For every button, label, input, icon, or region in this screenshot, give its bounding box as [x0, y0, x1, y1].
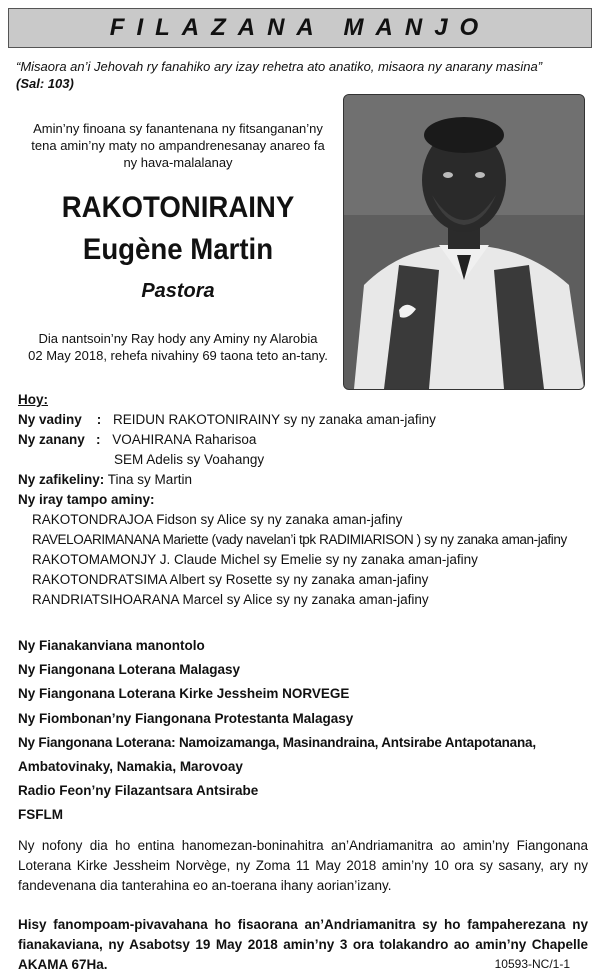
- header-banner: [8, 8, 592, 48]
- portrait-illustration: [344, 95, 584, 389]
- portrait-photo: [343, 94, 585, 390]
- organization-item: Ny Fianakanviana manontolo: [18, 638, 205, 653]
- organization-item: FSFLM: [18, 807, 63, 823]
- children-value: SEM Adelis sy Voahangy: [114, 452, 265, 467]
- intro-text: [18, 120, 338, 171]
- deceased-given-name: Eugène Martin: [82, 233, 274, 266]
- intro-line: Amin’ny finoana sy fanantenana ny fitsanganan’ny: [33, 121, 323, 136]
- organization-item: Ny Fiangonana Loterana: Namoizamanga, Masinandraina, Antsirabe Antapotanana,: [18, 734, 536, 750]
- organization-item: Ny Fiombonan’ny Fiangonana Protestanta Malagasy: [18, 710, 354, 726]
- children-row: [18, 430, 593, 450]
- sibling-item: RANDRIATSIHOARANA Marcel sy Alice sy ny zanaka aman-jafiny: [32, 592, 429, 607]
- deceased-role: Pastora: [141, 280, 215, 302]
- organization-item: Radio Feon’ny Filazantsara Antsirabe: [18, 783, 259, 799]
- deceased-surname: RAKOTONIRAINY: [61, 191, 295, 224]
- spouse-row: [18, 410, 593, 430]
- sibling-item: RAKOTONDRAJOA Fidson sy Alice sy ny zanaka aman-jafiny: [32, 512, 403, 527]
- children-label: Ny zanany :: [18, 432, 101, 447]
- organization-item: Ambatovinaky, Namakia, Marovoay: [18, 759, 243, 775]
- organizations-list: [18, 634, 593, 828]
- organization-item: Ny Fiangonana Loterana Kirke Jessheim NORVEGE: [18, 686, 350, 702]
- verse-text: “Misaora an’i Jehovah ry fanahiko ary izay rehetra ato anatiko, misaora ny anarany masina”: [16, 59, 543, 74]
- death-line: Dia nantsoin’ny Ray hody any Aminy ny Alarobia: [38, 331, 318, 346]
- service-paragraph: Hisy fanompoam-pivavahana ho fisaorana an’Andriamanitra sy ho fampaherezana ny fianakaviana, ny Asabotsy 19 May 2018 amin’ny 3 ora tolakandro ao amin’ny Chapelle AKAMA 67Ha.: [18, 917, 588, 972]
- grandchildren-label: Ny zafikeliny:: [18, 472, 105, 487]
- page-title: FILAZANA MANJO: [109, 14, 491, 41]
- bible-verse: [16, 58, 586, 92]
- sibling-item: RAKOTONDRATSIMA Albert sy Rosette sy ny zanaka aman-jafiny: [32, 572, 429, 587]
- sibling-item: RAVELOARIMANANA Mariette (vady navelan’i tpk RADIMIARISON ) sy ny zanaka aman-jafiny: [32, 532, 567, 547]
- spouse-value: REIDUN RAKOTONIRAINY sy ny zanaka aman-jafiny: [113, 412, 436, 427]
- spouse-label: Ny vadiny :: [18, 412, 102, 427]
- grandchildren-row: [18, 470, 593, 490]
- siblings-label: Ny iray tampo aminy:: [18, 492, 155, 507]
- intro-line: ny hava-malalanay: [123, 155, 233, 170]
- verse-reference: (Sal: 103): [16, 76, 74, 91]
- family-section: [18, 390, 593, 610]
- death-line: 02 May 2018, rehefa nivahiny 69 taona teto an-tany.: [28, 348, 328, 363]
- organization-item: Ny Fiangonana Loterana Malagasy: [18, 662, 241, 678]
- funeral-paragraph: Ny nofony dia ho entina hanomezan-boninahitra an’Andriamanitra ao amin’ny Fiangonana Loterana Kirke Jessheim Norvège, ny Zoma 11 May 2018 amin’ny 10 ora sy sasany, ary ny fandevenana dia tanterahina eo an-toerana ihany aorian’izany.: [18, 838, 588, 893]
- sibling-item: RAKOTOMAMONJY J. Claude Michel sy Emelie sy ny zanaka aman-jafiny: [32, 552, 478, 567]
- family-heading: Hoy:: [18, 392, 48, 407]
- death-announcement: [18, 330, 338, 364]
- intro-line: tena amin’ny maty no ampandrenesanay anareo fa: [31, 138, 325, 153]
- reference-number: 10593-NC/1-1: [494, 957, 570, 971]
- grandchildren-value: Tina sy Martin: [107, 472, 193, 487]
- children-value: VOAHIRANA Raharisoa: [112, 432, 257, 447]
